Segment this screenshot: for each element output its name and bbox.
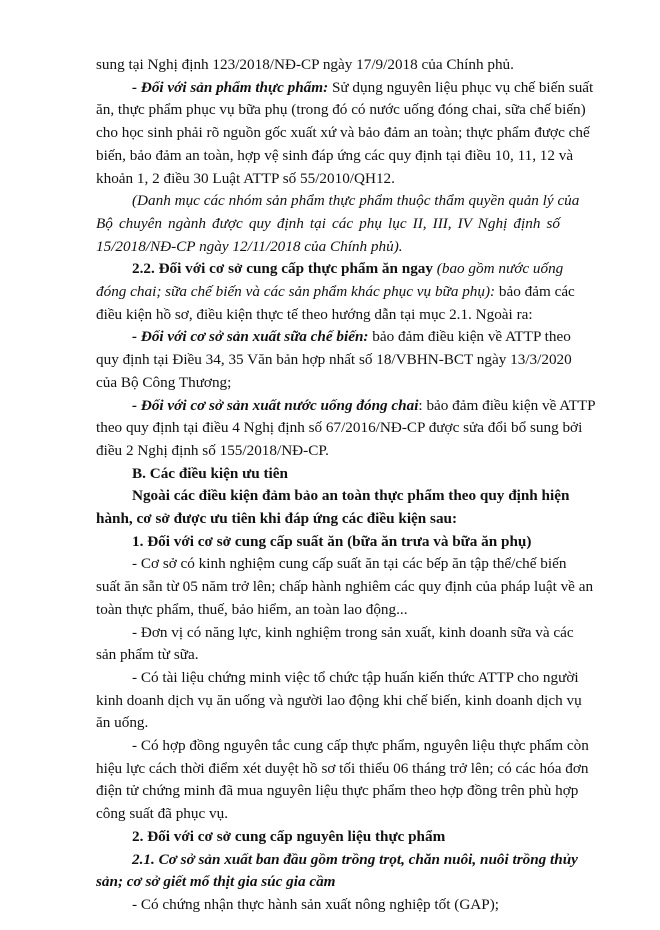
text-segment: cho học sinh phải rõ nguồn gốc xuất xứ và bảo đảm an toàn; thực phẩm được chế [96,124,590,142]
text-segment: toàn thực phẩm, thuế, bảo hiểm, an toàn lao động... [96,600,408,618]
text-line [96,281,575,303]
text-segment: ăn, thực phẩm phục vụ bữa phụ (trong đó có nước uống đóng chai, sữa chế biến) [96,101,586,119]
text-segment: sản phẩm từ sữa. [96,646,199,664]
text-segment: điện tử chứng minh đã mua nguyên liệu thực phẩm theo hợp đồng trên phù hợp [96,782,579,800]
text-line [132,77,594,99]
text-segment: biến, bảo đảm an toàn, hợp vệ sinh đáp ứng các quy định tại điều 10, 11, 12 và [96,146,574,164]
text-segment: B. Các điều kiện ưu tiên [132,464,288,482]
text-segment: - Có hợp đồng nguyên tắc cung cấp thực phẩm, nguyên liệu thực phẩm còn [132,737,589,754]
text-line [132,894,560,916]
text-line [96,599,560,621]
text-segment: - Đối với sản phẩm thực phẩm: [132,78,329,96]
text-segment: công suất đã phục vụ. [96,805,229,823]
text-line [96,690,582,712]
text-segment: - Đơn vị có năng lực, kinh nghiệm trong sản xuất, kinh doanh sữa và các [132,623,574,641]
text-segment: bảo đảm điều kiện về ATTP theo [368,328,571,346]
text-segment: sản; cơ sở giết mổ thịt gia súc gia cầm [96,873,336,891]
text-line [96,712,560,734]
text-line [96,758,589,780]
text-line [96,576,594,598]
text-line [96,440,560,462]
text-segment: hiệu lực cách thời điểm xét duyệt hồ sơ tối thiểu 06 tháng trở lên; có các hóa đơn [96,759,589,777]
text-line [132,849,578,871]
text-line [96,304,560,326]
text-line [132,735,589,757]
text-line [96,417,583,439]
text-segment: đóng chai; sữa chế biến và các sản phẩm khác phục vụ bữa phụ): [96,283,496,300]
text-line [132,326,571,348]
text-segment: của Bộ Công Thương; [96,373,232,391]
text-segment: Ngoài các điều kiện đảm bảo an toàn thực phẩm theo quy định hiện [132,487,570,505]
text-line [96,780,579,802]
text-line [132,463,560,485]
text-segment: 2. Đối với cơ sở cung cấp nguyên liệu thực phẩm [132,827,446,845]
text-line [132,826,560,848]
text-line [96,99,586,121]
text-segment: điều 2 Nghị định số 155/2018/NĐ-CP. [96,441,329,459]
text-segment: suất ăn sẵn từ 05 năm trở lên; chấp hành nghiêm các quy định của pháp luật về an [96,578,594,596]
text-line [132,485,570,507]
text-segment: 2.2. Đối với cơ sở cung cấp thực phẩm ăn ngay [132,260,433,278]
text-segment: hành, cơ sở được ưu tiên khi đáp ứng các điều kiện sau: [96,510,458,527]
text-line [96,871,560,893]
text-line [132,531,560,553]
text-segment: : bảo đảm điều kiện về ATTP [418,396,596,414]
text-line [96,54,560,76]
text-segment: 2.1. Cơ sở sản xuất ban đầu gồm trồng trọt, chăn nuôi, nuôi trồng thủy [132,850,578,868]
text-segment: khoản 1, 2 điều 30 Luật ATTP số 55/2010/QH12. [96,169,395,187]
text-segment: - Đối với cơ sở sản xuất nước uống đóng chai [132,396,419,414]
text-line [96,508,560,530]
text-segment: theo quy định tại điều 4 Nghị định số 67/2016/NĐ-CP được sửa đổi bổ sung bởi [96,419,583,437]
text-line [96,145,574,167]
text-segment: (Danh mục các nhóm sản phẩm thực phẩm thuộc thẩm quyền quản lý của [132,192,580,210]
text-line [96,168,560,190]
text-line [96,803,560,825]
text-line [132,395,596,417]
text-segment: sung tại Nghị định 123/2018/NĐ-CP ngày 17/9/2018 của Chính phủ. [96,56,514,73]
text-segment: (bao gồm nước uống [433,260,564,278]
text-line [96,372,560,394]
text-segment: quy định tại Điều 34, 35 Văn bản hợp nhất số 18/VBHN-BCT ngày 13/3/2020 [96,351,572,369]
text-segment: Bộ chuyên ngành được quy định tại các phụ lục II, III, IV Nghị định số [96,214,560,232]
text-line [132,622,574,644]
text-segment: kinh doanh dịch vụ ăn uống và người lao động khi chế biến, kinh doanh dịch vụ [96,691,582,709]
text-line [132,667,579,689]
text-line [132,258,564,280]
text-line [96,236,560,258]
text-segment: - Cơ sở có kinh nghiệm cung cấp suất ăn tại các bếp ăn tập thể/chế biến [132,555,567,573]
text-segment: bảo đảm các [495,283,575,300]
text-segment: - Có chứng nhận thực hành sản xuất nông nghiệp tốt (GAP); [132,895,499,913]
text-segment: - Có tài liệu chứng minh việc tổ chức tập huấn kiến thức ATTP cho người [132,668,579,686]
text-segment: 1. Đối với cơ sở cung cấp suất ăn (bữa ăn trưa và bữa ăn phụ) [132,532,532,550]
text-line [132,553,567,575]
text-segment: ăn uống. [96,714,149,732]
text-line [96,122,590,144]
text-line [96,349,572,371]
text-line [96,644,560,666]
text-line [132,190,580,212]
text-segment: 15/2018/NĐ-CP ngày 12/11/2018 của Chính phủ). [96,237,403,255]
text-line [96,213,560,235]
text-segment: - Đối với cơ sở sản xuất sữa chế biến: [132,328,369,346]
text-segment: Sử dụng nguyên liệu phục vụ chế biến suất [328,78,594,96]
text-segment: điều kiện hồ sơ, điều kiện thực tế theo hướng dẫn tại mục 2.1. Ngoài ra: [96,305,533,323]
